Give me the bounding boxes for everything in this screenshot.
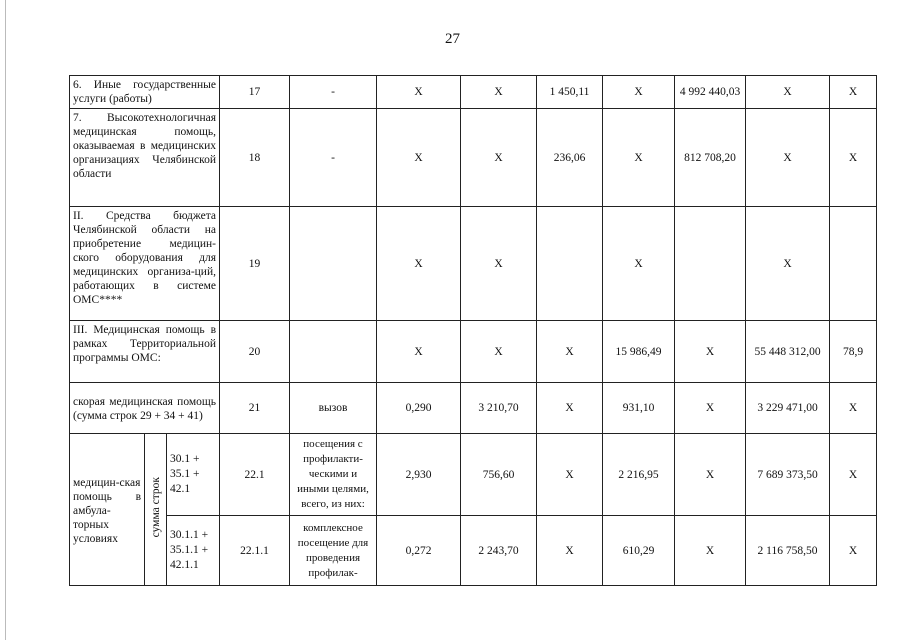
cell: 2,930 [377, 434, 461, 516]
row-unit [290, 321, 377, 383]
row-line: 17 [220, 76, 290, 109]
table-row [70, 76, 877, 109]
cell: X [603, 207, 675, 321]
cell: X [461, 321, 537, 383]
cell: 2 116 758,50 [746, 516, 830, 586]
table-row [70, 516, 877, 586]
page-edge [5, 0, 6, 640]
cell: X [675, 321, 746, 383]
table-row [70, 207, 877, 321]
table-row [70, 109, 877, 207]
table-row [70, 321, 877, 383]
cell: X [377, 207, 461, 321]
cell: X [830, 383, 877, 434]
cell: X [537, 516, 603, 586]
cell: X [537, 321, 603, 383]
row-line: 20 [220, 321, 290, 383]
row-unit: - [290, 109, 377, 207]
cell: X [461, 207, 537, 321]
cell: X [675, 516, 746, 586]
cell: 78,9 [830, 321, 877, 383]
financing-table [69, 75, 877, 586]
row-name: 7. Высокотехнологичная медицинская помощь, оказываемая в медицинских организациях Челябинской области [70, 109, 220, 207]
cell: X [377, 76, 461, 109]
cell: 1 450,11 [537, 76, 603, 109]
cell: 236,06 [537, 109, 603, 207]
cell: X [461, 76, 537, 109]
outpatient-name: медицин-ская помощь в амбула-торных условиях [70, 434, 145, 586]
cell: X [830, 434, 877, 516]
cell [537, 207, 603, 321]
cell: X [746, 76, 830, 109]
cell: X [830, 516, 877, 586]
cell: 756,60 [461, 434, 537, 516]
row-line: 22.1.1 [220, 516, 290, 586]
row-line: 22.1 [220, 434, 290, 516]
cell: X [461, 109, 537, 207]
cell [830, 207, 877, 321]
cell: X [537, 434, 603, 516]
cell: 4 992 440,03 [675, 76, 746, 109]
page-number: 27 [445, 31, 460, 47]
cell: 3 229 471,00 [746, 383, 830, 434]
row-line: 18 [220, 109, 290, 207]
sum-codes: 30.1.1 + 35.1.1 + 42.1.1 [167, 516, 220, 586]
cell: X [746, 207, 830, 321]
cell: X [537, 383, 603, 434]
cell: 55 448 312,00 [746, 321, 830, 383]
sum-label [145, 434, 167, 586]
sum-codes: 30.1 + 35.1 + 42.1 [167, 434, 220, 516]
cell: 2 216,95 [603, 434, 675, 516]
row-name: III. Медицинская помощь в рамках Территориальной программы ОМС: [70, 321, 220, 383]
cell: 0,290 [377, 383, 461, 434]
row-unit: комплексное посещение для проведения профилак- [290, 516, 377, 586]
cell: X [377, 109, 461, 207]
row-line: 19 [220, 207, 290, 321]
cell [675, 207, 746, 321]
row-unit [290, 207, 377, 321]
table-row [70, 434, 877, 516]
cell: X [830, 109, 877, 207]
cell: X [675, 434, 746, 516]
cell: X [603, 76, 675, 109]
cell: 2 243,70 [461, 516, 537, 586]
cell: 0,272 [377, 516, 461, 586]
cell: 3 210,70 [461, 383, 537, 434]
cell: 610,29 [603, 516, 675, 586]
cell: 931,10 [603, 383, 675, 434]
cell: 15 986,49 [603, 321, 675, 383]
cell: 812 708,20 [675, 109, 746, 207]
sum-label-text: сумма строк [149, 477, 162, 538]
row-unit: посещения с профилакти-ческими и иными целями, всего, из них: [290, 434, 377, 516]
row-unit: - [290, 76, 377, 109]
cell: X [377, 321, 461, 383]
cell: X [675, 383, 746, 434]
cell: X [603, 109, 675, 207]
cell: X [830, 76, 877, 109]
table-row [70, 383, 877, 434]
row-unit: вызов [290, 383, 377, 434]
row-name: 6. Иные государственные услуги (работы) [70, 76, 220, 109]
row-name: II. Средства бюджета Челябинской области на приобретение медицин-ского оборудования для медицинских организа-ций, работающих в системе ОМС**** [70, 207, 220, 321]
row-name: скорая медицинская помощь (сумма строк 29 + 34 + 41) [70, 383, 220, 434]
row-line: 21 [220, 383, 290, 434]
cell: 7 689 373,50 [746, 434, 830, 516]
cell: X [746, 109, 830, 207]
